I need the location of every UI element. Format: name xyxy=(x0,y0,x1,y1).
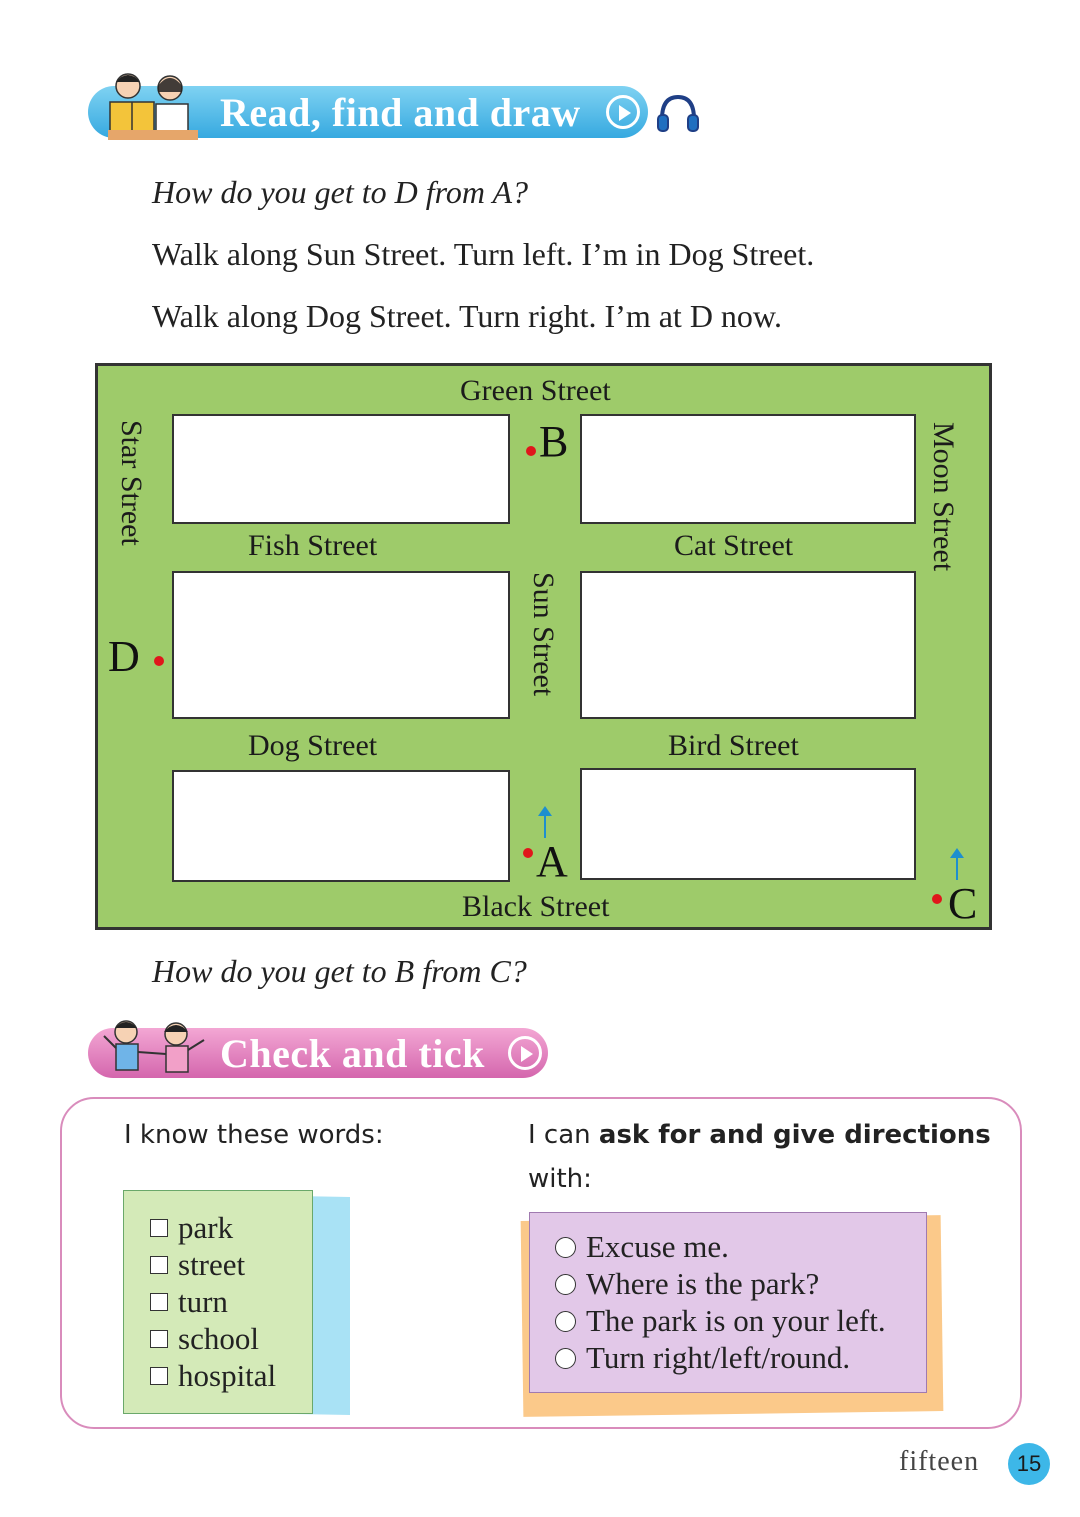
block-middle-right xyxy=(580,571,916,719)
directions-heading xyxy=(528,1120,991,1150)
black-street-label: Black Street xyxy=(462,890,610,923)
radio-circle[interactable] xyxy=(555,1348,576,1369)
play-icon[interactable] xyxy=(508,1036,542,1070)
street-map xyxy=(95,363,992,930)
block-middle-left xyxy=(172,571,510,719)
point-a-label: A xyxy=(536,837,568,886)
page-number-badge: 15 xyxy=(1008,1443,1050,1485)
phrase-item[interactable]: Where is the park? xyxy=(555,1266,819,1302)
directions-heading-suffix: with: xyxy=(528,1164,592,1194)
arrow-up-icon xyxy=(544,810,546,838)
cat-street-label: Cat Street xyxy=(674,529,794,562)
phrase-item[interactable]: The park is on your left. xyxy=(555,1303,886,1339)
point-c-label: C xyxy=(948,879,978,928)
headphones-icon[interactable] xyxy=(656,91,700,135)
point-b-dot xyxy=(526,446,536,456)
words-heading: I know these words: xyxy=(124,1120,384,1150)
checkbox[interactable] xyxy=(150,1367,168,1385)
radio-circle[interactable] xyxy=(555,1237,576,1258)
section-title: Read, find and draw xyxy=(220,90,581,135)
point-c-dot xyxy=(932,894,942,904)
word-item[interactable]: school xyxy=(150,1321,259,1357)
moon-street-label: Moon Street xyxy=(927,422,960,572)
sun-street-label: Sun Street xyxy=(527,572,560,697)
arrow-up-icon xyxy=(956,852,958,880)
point-a-dot xyxy=(523,848,533,858)
point-b-label: B xyxy=(539,417,569,466)
answer-line-1: Walk along Sun Street. Turn left. I’m in Dog Street. xyxy=(152,236,815,272)
bird-street-label: Bird Street xyxy=(668,729,799,762)
block-bottom-right xyxy=(580,768,916,880)
checkbox[interactable] xyxy=(150,1330,168,1348)
word-item[interactable]: hospital xyxy=(150,1358,276,1394)
page-word: fifteen xyxy=(899,1446,980,1477)
point-d-label: D xyxy=(108,632,140,681)
kids-reading-illustration xyxy=(100,68,210,144)
fish-street-label: Fish Street xyxy=(248,529,378,562)
point-d-dot xyxy=(154,656,164,666)
phrase-item[interactable]: Excuse me. xyxy=(555,1229,729,1265)
radio-circle[interactable] xyxy=(555,1311,576,1332)
directions-heading-bold: ask for and give directions xyxy=(598,1120,991,1150)
word-item[interactable]: street xyxy=(150,1247,245,1283)
word-item[interactable]: turn xyxy=(150,1284,228,1320)
word-item[interactable]: park xyxy=(150,1210,233,1246)
dog-street-label: Dog Street xyxy=(248,729,378,762)
block-top-right xyxy=(580,414,916,524)
checkbox[interactable] xyxy=(150,1256,168,1274)
radio-circle[interactable] xyxy=(555,1274,576,1295)
question-b-from-c: How do you get to B from C? xyxy=(152,953,527,989)
checkbox[interactable] xyxy=(150,1293,168,1311)
question-d-from-a: How do you get to D from A? xyxy=(152,174,528,210)
phrase-item[interactable]: Turn right/left/round. xyxy=(555,1340,850,1376)
block-bottom-left xyxy=(172,770,510,882)
directions-heading-prefix: I can xyxy=(528,1120,599,1150)
checkbox[interactable] xyxy=(150,1219,168,1237)
play-icon[interactable] xyxy=(606,95,640,129)
star-street-label: Star Street xyxy=(115,420,148,546)
block-top-left xyxy=(172,414,510,524)
answer-line-2: Walk along Dog Street. Turn right. I’m at D now. xyxy=(152,298,782,334)
section-title: Check and tick xyxy=(220,1031,485,1076)
kids-waving-illustration xyxy=(100,1018,212,1084)
green-street-label: Green Street xyxy=(460,374,611,407)
